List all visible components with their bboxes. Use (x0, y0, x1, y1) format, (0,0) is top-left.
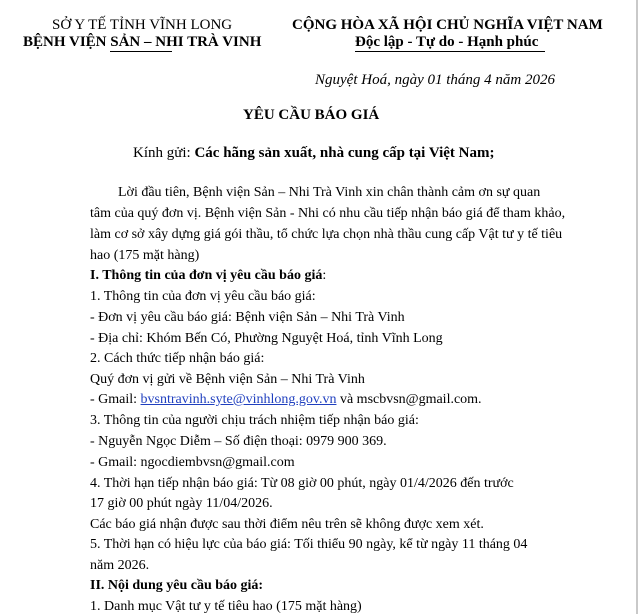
intro-line: hao (175 mặt hàng) (90, 248, 200, 263)
hospital-name-underline (110, 51, 172, 52)
section-2-heading: II. Nội dung yêu cầu báo giá: (90, 578, 264, 593)
deadline-line: 4. Thời hạn tiếp nhận báo giá: Từ 08 giờ 00 phút, ngày 01/4/2026 đến trước (90, 476, 514, 491)
addressee-line (133, 144, 495, 162)
intro-line: tâm của quý đơn vị. Bệnh viện Sản - Nhi có nhu cầu tiếp nhận báo giá để tham khảo, (90, 206, 566, 221)
addressee-prefix: Kính gửi: (133, 145, 195, 161)
national-motto-underline (355, 51, 545, 52)
send-to-line: Quý đơn vị gửi về Bệnh viện Sản – Nhi Trà Vinh (90, 372, 365, 387)
section-1-item-2: 2. Cách thức tiếp nhận báo giá: (90, 351, 265, 366)
intro-line: Lời đầu tiên, Bệnh viện Sản – Nhi Trà Vinh xin chân thành cảm ơn sự quan (118, 185, 541, 200)
hospital-name: BỆNH VIỆN SẢN – NHI TRÀ VINH (23, 34, 262, 50)
validity-line: 5. Thời hạn có hiệu lực của báo giá: Tối thiểu 90 ngày, kể từ ngày 11 tháng 04 (90, 537, 528, 552)
date-line: Nguyệt Hoá, ngày 01 tháng 4 năm 2026 (315, 72, 555, 88)
section-1-item-3: 3. Thông tin của người chịu trách nhiệm tiếp nhận báo giá: (90, 413, 419, 428)
addressee-name: Các hãng sản xuất, nhà cung cấp tại Việt Nam; (194, 145, 495, 161)
validity-line: năm 2026. (90, 558, 150, 573)
section-1-heading: I. Thông tin của đơn vị yêu cầu báo giá: (90, 268, 327, 283)
section-1-item-1: 1. Thông tin của đơn vị yêu cầu báo giá: (90, 289, 316, 304)
contact-person: - Nguyễn Ngọc Diễm – Số điện thoại: 0979 900 369. (90, 434, 387, 449)
late-note: Các báo giá nhận được sau thời điểm nêu trên sẽ không được xem xét. (90, 517, 484, 532)
deadline-line: 17 giờ 00 phút ngày 11/04/2026. (90, 496, 273, 511)
gmail-link[interactable]: bvsntravinh.syte@vinhlong.gov.vn (140, 392, 337, 407)
unit-address: - Địa chỉ: Khóm Bến Có, Phường Nguyệt Hoá, tỉnh Vĩnh Long (90, 331, 443, 346)
contact-gmail: - Gmail: ngocdiembvsn@gmail.com (90, 455, 295, 470)
requesting-unit: - Đơn vị yêu cầu báo giá: Bệnh viện Sản – Nhi Trà Vinh (90, 310, 405, 325)
gmail-line: - Gmail: bvsntravinh.syte@vinhlong.gov.vn và mscbvsn@gmail.com. (90, 392, 482, 407)
section-2-item-1: 1. Danh mục Vật tư y tế tiêu hao (175 mặt hàng) (90, 599, 362, 614)
intro-line: làm cơ sở xây dựng giá gói thầu, tổ chức lựa chọn nhà thầu cung cấp Vật tư y tế tiêu (90, 227, 563, 242)
national-title: CỘNG HÒA XÃ HỘI CHỦ NGHĨA VIỆT NAM (292, 17, 603, 33)
agency-name: SỞ Y TẾ TỈNH VĨNH LONG (52, 17, 233, 33)
national-motto: Độc lập - Tự do - Hạnh phúc (355, 34, 539, 50)
document-title: YÊU CẦU BÁO GIÁ (243, 107, 380, 123)
